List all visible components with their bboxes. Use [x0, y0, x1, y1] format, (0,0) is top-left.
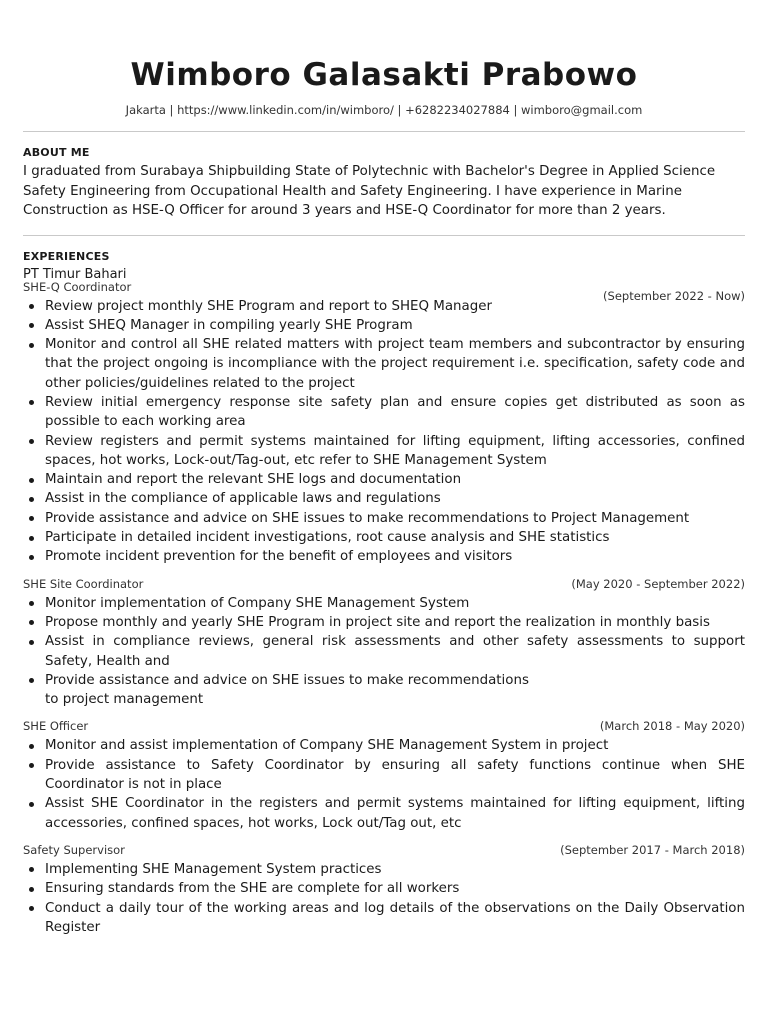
bullet-dot-icon: [29, 323, 34, 328]
bullet-dot-icon: [29, 516, 34, 521]
role-header: [23, 843, 745, 858]
bullet-item: [45, 335, 745, 393]
bullet-dot-icon: [29, 343, 34, 348]
bullet-dot-icon: [29, 906, 34, 911]
role-dates: (September 2022 - Now): [603, 289, 745, 303]
bullet-dot-icon: [29, 620, 34, 625]
bullet-item: [45, 613, 745, 632]
role-block: [23, 719, 745, 832]
divider: [23, 131, 745, 132]
bullet-dot-icon: [29, 400, 34, 405]
role-bullets: [23, 860, 745, 937]
bullet-text: Conduct a daily tour of the working areas and log details of the observations on the Daily Observation Register: [45, 900, 745, 935]
bullet-dot-icon: [29, 763, 34, 768]
bullet-item: [45, 316, 745, 335]
bullet-item: [45, 528, 745, 547]
bullet-dot-icon: [29, 536, 34, 541]
bullet-item: [45, 393, 745, 432]
bullet-dot-icon: [29, 887, 34, 892]
role-title: SHE Site Coordinator: [23, 576, 144, 591]
bullet-text: Review project monthly SHE Program and report to SHEQ Manager: [45, 298, 492, 314]
bullet-text: to project management: [45, 692, 204, 708]
contact-line: Jakarta | https://www.linkedin.com/in/wimboro/ | +6282234027884 | wimboro@gmail.com: [125, 103, 643, 117]
bullet-text: Propose monthly and yearly SHE Program in project site and report the realization in monthly basis: [45, 614, 710, 630]
bullet-dot-icon: [29, 640, 34, 645]
role-dates: (March 2018 - May 2020): [599, 719, 745, 734]
bullet-text: Review initial emergency response site safety plan and ensure copies get distributed as soon as possible to each working area: [45, 394, 745, 430]
about-heading: ABOUT ME: [23, 146, 90, 159]
role-dates: (September 2017 - March 2018): [560, 842, 745, 857]
bullet-dot-icon: [29, 555, 34, 560]
experiences-heading: EXPERIENCES: [23, 249, 110, 263]
bullet-item: [45, 736, 745, 755]
bullet-item: [45, 756, 745, 795]
bullet-dot-icon: [29, 678, 34, 683]
bullet-text: Review registers and permit systems maintained for lifting equipment, lifting accessories, confined spaces, hot works, Lock-out/Tag-out, etc refer to SHE Management System: [45, 433, 745, 468]
role-header: [23, 577, 745, 592]
about-text: I graduated from Surabaya Shipbuilding State of Polytechnic with Bachelor's Degree in Applied Science Safety Engineering from Occupational Health and Safety Engineering. I have experience in Marine Construction as HSE-Q Officer for around 3 years and HSE-Q Coordinator for more than 2 years.: [23, 164, 716, 218]
bullet-item: [45, 860, 745, 879]
bullet-item: [45, 632, 745, 671]
bullet-item: [45, 432, 745, 471]
bullet-item: [45, 794, 745, 833]
bullet-dot-icon: [29, 439, 34, 444]
bullet-text: Assist SHE Coordinator in the registers and permit systems maintained for lifting equipment, lifting accessories, confined spaces, hot works, Lock out/Tag out, etc: [45, 796, 745, 831]
bullet-text: Monitor and assist implementation of Company SHE Management System in project: [45, 738, 609, 754]
bullet-text: Promote incident prevention for the benefit of employees and visitors: [45, 549, 513, 565]
bullet-item: [45, 547, 745, 566]
role-title: SHE-Q Coordinator: [23, 279, 132, 294]
role-bullets: [23, 736, 745, 832]
bullet-item: [45, 489, 745, 508]
bullet-text: Assist in the compliance of applicable laws and regulations: [45, 491, 441, 507]
role-title: SHE Officer: [23, 719, 89, 734]
bullet-item: [45, 297, 745, 316]
bullet-dot-icon: [29, 478, 34, 483]
candidate-name: Wimboro Galasakti Prabowo: [130, 57, 638, 93]
bullet-item: [45, 509, 745, 528]
bullet-dot-icon: [29, 802, 34, 807]
bullet-item: [45, 899, 745, 938]
bullet-text: Assist SHEQ Manager in compiling yearly SHE Program: [45, 317, 413, 333]
bullet-dot-icon: [29, 601, 34, 606]
bullet-dot-icon: [29, 304, 34, 309]
role-block: [23, 843, 745, 937]
bullet-item: [45, 879, 745, 898]
bullet-text: Monitor and control all SHE related matters with project team members and subcontractor by ensuring that the project ongoing is incompliance with the project requirement i.e. specification, safety code and other policies/guidelines related to the project: [45, 337, 745, 391]
bullet-text: Provide assistance to Safety Coordinator by ensuring all safety functions continue when SHE Coordinator is not in place: [45, 757, 745, 793]
role-bullets: [23, 594, 745, 710]
role-title: Safety Supervisor: [23, 842, 125, 857]
bullet-dot-icon: [29, 744, 34, 749]
company-name: PT Timur Bahari: [23, 266, 127, 282]
bullet-text: Ensuring standards from the SHE are complete for all workers: [45, 881, 460, 897]
bullet-text: Assist in compliance reviews, general risk assessments and other safety assessments to support Safety, Health and: [45, 634, 745, 669]
role-bullets: [23, 297, 745, 567]
bullet-text: Participate in detailed incident investigations, root cause analysis and SHE statistics: [45, 530, 610, 546]
bullet-item: [45, 470, 745, 489]
bullet-text: Implementing SHE Management System practices: [45, 861, 382, 877]
role-block: [23, 280, 745, 567]
bullet-text: Maintain and report the relevant SHE logs and documentation: [45, 472, 462, 488]
bullet-dot-icon: [29, 497, 34, 502]
role-dates: (May 2020 - September 2022): [571, 576, 745, 591]
role-header: [23, 719, 745, 734]
role-block: [23, 577, 745, 710]
bullet-item: [45, 671, 745, 710]
bullet-text: Provide assistance and advice on SHE issues to make recommendations to Project Management: [45, 510, 690, 526]
divider: [23, 235, 745, 236]
bullet-dot-icon: [29, 867, 34, 872]
bullet-item: [45, 594, 745, 613]
bullet-text: Provide assistance and advice on SHE issues to make recommendations: [45, 672, 529, 688]
bullet-text: Monitor implementation of Company SHE Management System: [45, 595, 470, 611]
